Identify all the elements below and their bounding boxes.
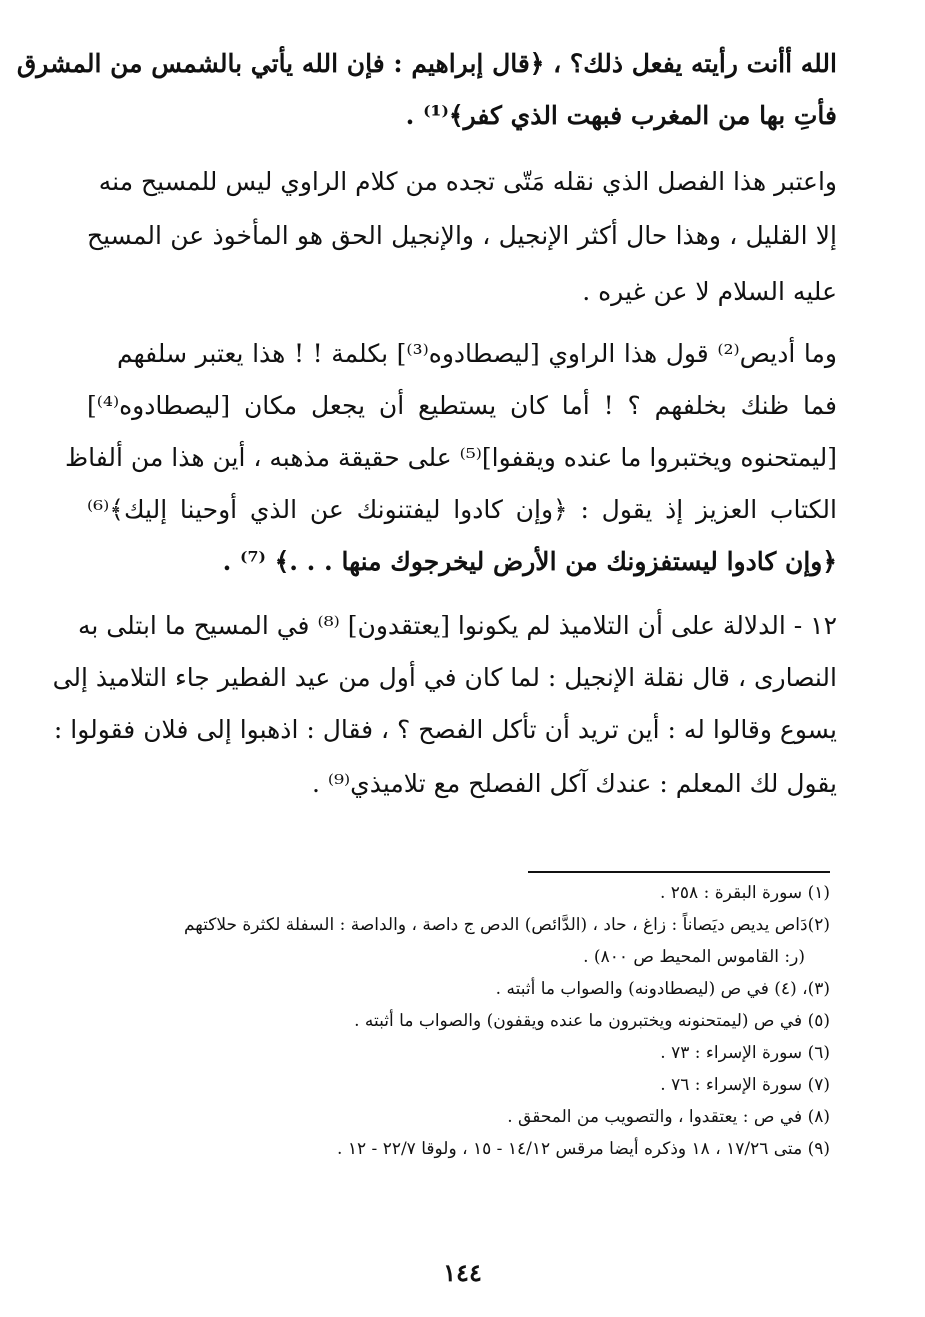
text-line: فأتِ بها من المغرب فبهت الذي كفر﴾⁽¹⁾ . [405, 101, 837, 130]
text-line: الكتاب العزيز إذ يقول : ﴿وإن كادوا ليفتنونك عن الذي أوحينا إليك﴾⁽⁶⁾ [87, 495, 837, 524]
footnote: (٨) في ص : يعتقدوا ، والتصويب من المحقق . [507, 1107, 830, 1127]
footnote: (٦) سورة الإسراء : ٧٣ . [660, 1043, 830, 1063]
text-line: وما أديص⁽²⁾ قول هذا الراوي [ليصطادوه⁽³⁾] بكلمة ! ! هذا يعتبر سلفهم [117, 339, 837, 368]
text-line: يقول لك المعلم : عندك آكل الفصلح مع تلاميذي⁽⁹⁾ . [311, 769, 837, 798]
footnote: (٥) في ص (ليمتحنونه ويختبرون ما عنده ويقفون) والصواب ما أثبته . [354, 1011, 830, 1031]
text-line: يسوع وقالوا له : أين تريد أن تأكل الفصح ؟ ، فقال : اذهبوا إلى فلان فقولوا : [53, 715, 837, 744]
text-line: [ليمتحنوه ويختبروا ما عنده ويقفوا]⁽⁵⁾ على حقيقة مذهبه ، أين هذا من ألفاظ [65, 443, 837, 472]
footnote: (٧) سورة الإسراء : ٧٦ . [660, 1075, 830, 1095]
text-line: فما ظنك بخلفهم ؟ ! أما كان يستطيع أن يجعل مكان [ليصطادوه⁽⁴⁾] [87, 391, 837, 420]
page-number: ١٤٤ [443, 1258, 482, 1287]
text-line: ﴿وإن كادوا ليستفزونك من الأرض ليخرجوك منها . . .﴾ ⁽⁷⁾ . [222, 547, 837, 576]
text-line: عليه السلام لا عن غيره . [582, 277, 837, 306]
text-line: إلا القليل ، وهذا حال أكثر الإنجيل ، والإنجيل الحق هو المأخوذ عن المسيح [87, 221, 837, 250]
footnote: (٢)دَاص يديص ديَصاناً : زاغ ، حاد ، (الدَّائص) الدص ج داصة ، والداصة : السفلة لكثرة حلاكتهم [183, 915, 830, 935]
footnote: (١) سورة البقرة : ٢٥٨ . [659, 883, 830, 903]
footnote-divider [528, 871, 830, 873]
text-line: الله أأنت رأيته يفعل ذلك؟ ، ﴿قال إبراهيم : فإن الله يأتي بالشمس من المشرق [16, 49, 837, 78]
text-line: النصارى ، قال نقلة الإنجيل : لما كان في أول من عيد الفطير جاء التلاميذ إلى [52, 663, 837, 692]
footnote: (٣)، (٤) في ص (ليصطادونه) والصواب ما أثبته . [495, 979, 830, 999]
footnote: (٩) متى ١٧/٢٦ ، ١٨ وذكره أيضا مرقس ١٤/١٢ - ١٥ ، ولوقا ٢٢/٧ - ١٢ . [337, 1139, 830, 1159]
text-line: ١٢ - الدلالة على أن التلاميذ لم يكونوا [يعتقدون] ⁽⁸⁾ في المسيح ما ابتلى به [78, 611, 837, 640]
text-line: واعتبر هذا الفصل الذي نقله مَتّى تجده من كلام الراوي ليس للمسيح منه [98, 167, 837, 196]
footnote: (ر: القاموس المحيط ص ٨٠٠) . [583, 947, 805, 967]
